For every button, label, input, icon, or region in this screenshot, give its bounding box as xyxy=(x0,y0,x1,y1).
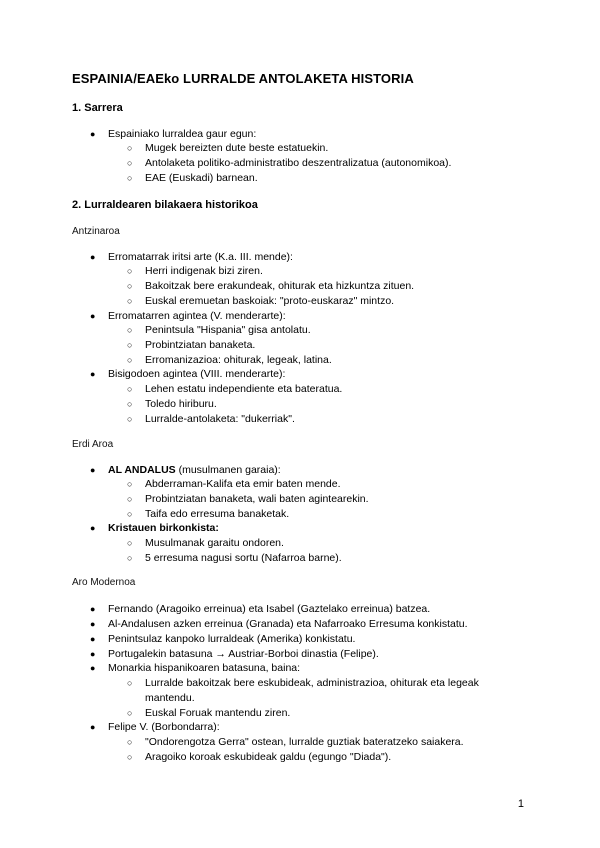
subheading-antzinaroa: Antzinaroa xyxy=(72,226,120,237)
list-subitem: Penintsula "Hispania" gisa antolatu. xyxy=(145,324,311,336)
bullet-circle-icon: ○ xyxy=(127,414,133,424)
section-heading-sarrera: 1. Sarrera xyxy=(72,102,123,114)
list-subitem: "Ondorengotza Gerra" ostean, lurralde guztiak bateratzeko saiakera. xyxy=(145,736,464,748)
list-item: Monarkia hispanikoaren batasuna, baina: xyxy=(108,662,301,674)
document-title: ESPAINIA/EAEko LURRALDE ANTOLAKETA HISTORIA xyxy=(72,71,414,86)
bullet-disc-icon: ● xyxy=(90,649,96,659)
bullet-circle-icon: ○ xyxy=(127,399,133,409)
bullet-disc-icon: ● xyxy=(90,252,96,262)
list-subitem: Euskal Foruak mantendu ziren. xyxy=(145,707,291,719)
bullet-circle-icon: ○ xyxy=(127,296,133,306)
bullet-disc-icon: ● xyxy=(90,619,96,629)
list-subitem: Antolaketa politiko-administratibo deszentralizatua (autonomikoa). xyxy=(145,157,452,169)
bullet-circle-icon: ○ xyxy=(127,678,133,688)
list-item: Penintsulaz kanpoko lurraldeak (Amerika) konkistatu. xyxy=(108,633,356,645)
subheading-aro-modernoa: Aro Modernoa xyxy=(72,577,136,588)
list-item xyxy=(108,521,219,535)
section-heading-bilakaera: 2. Lurraldearen bilakaera historikoa xyxy=(72,199,258,211)
list-subitem: Bakoitzak bere erakundeak, ohiturak eta hizkuntza zituen. xyxy=(145,280,415,292)
bullet-disc-icon: ● xyxy=(90,604,96,614)
al-andalus-bold: AL ANDALUS xyxy=(108,464,176,476)
list-item: Erromatarren agintea (V. menderarte): xyxy=(108,310,286,322)
list-item: Felipe V. (Borbondarra): xyxy=(108,721,220,733)
list-subitem-continuation: mantendu. xyxy=(145,692,195,704)
list-item: Fernando (Aragoiko erreinua) eta Isabel (Gaztelako erreinua) batzea. xyxy=(108,603,431,615)
bullet-circle-icon: ○ xyxy=(127,737,133,747)
bullet-circle-icon: ○ xyxy=(127,752,133,762)
bullet-circle-icon: ○ xyxy=(127,158,133,168)
list-subitem: Probintziatan banaketa. xyxy=(145,339,256,351)
bullet-disc-icon: ● xyxy=(90,465,96,475)
list-subitem: 5 erresuma nagusi sortu (Nafarroa barne). xyxy=(145,552,342,564)
list-subitem: Herri indigenak bizi ziren. xyxy=(145,265,263,277)
list-subitem: EAE (Euskadi) barnean. xyxy=(145,172,258,184)
bullet-circle-icon: ○ xyxy=(127,266,133,276)
bullet-disc-icon: ● xyxy=(90,523,96,533)
bullet-circle-icon: ○ xyxy=(127,494,133,504)
bullet-circle-icon: ○ xyxy=(127,281,133,291)
list-item: Portugalekin batasuna → Austriar-Borboi dinastia (Felipe). xyxy=(108,648,379,660)
list-item: Erromatarrak iritsi arte (K.a. III. mende): xyxy=(108,251,293,263)
page-number: 1 xyxy=(517,798,524,810)
list-item: Espainiako lurraldea gaur egun: xyxy=(108,128,257,140)
list-subitem: Aragoiko koroak eskubideak galdu (egungo "Diada"). xyxy=(145,751,392,763)
bullet-disc-icon: ● xyxy=(90,369,96,379)
bullet-circle-icon: ○ xyxy=(127,325,133,335)
list-subitem: Probintziatan banaketa, wali baten agintearekin. xyxy=(145,493,369,505)
bullet-circle-icon: ○ xyxy=(127,355,133,365)
al-andalus-rest: (musulmanen garaia): xyxy=(175,464,281,476)
subheading-erdi-aroa: Erdi Aroa xyxy=(72,439,114,450)
bullet-circle-icon: ○ xyxy=(127,173,133,183)
list-item xyxy=(108,463,281,477)
birkonkista-bold: Kristauen birkonkista: xyxy=(108,522,219,534)
bullet-circle-icon: ○ xyxy=(127,538,133,548)
bullet-circle-icon: ○ xyxy=(127,340,133,350)
bullet-circle-icon: ○ xyxy=(127,479,133,489)
list-subitem: Abderraman-Kalifa eta emir baten mende. xyxy=(145,478,341,490)
list-subitem: Mugek bereizten dute beste estatuekin. xyxy=(145,142,329,154)
list-subitem: Musulmanak garaitu ondoren. xyxy=(145,537,284,549)
bullet-circle-icon: ○ xyxy=(127,384,133,394)
list-subitem: Toledo hiriburu. xyxy=(145,398,217,410)
list-subitem: Taifa edo erresuma banaketak. xyxy=(145,508,290,520)
bullet-circle-icon: ○ xyxy=(127,509,133,519)
bullet-disc-icon: ● xyxy=(90,311,96,321)
list-subitem: Lurralde-antolaketa: "dukerriak". xyxy=(145,413,295,425)
list-subitem: Erromanizazioa: ohiturak, legeak, latina. xyxy=(145,354,332,366)
bullet-circle-icon: ○ xyxy=(127,553,133,563)
bullet-circle-icon: ○ xyxy=(127,708,133,718)
bullet-disc-icon: ● xyxy=(90,634,96,644)
bullet-disc-icon: ● xyxy=(90,722,96,732)
list-item: Bisigodoen agintea (VIII. menderarte): xyxy=(108,368,286,380)
list-subitem: Euskal eremuetan baskoiak: "proto-euskaraz" mintzo. xyxy=(145,295,395,307)
list-subitem: Lehen estatu independiente eta bateratua. xyxy=(145,383,343,395)
bullet-disc-icon: ● xyxy=(90,129,96,139)
bullet-circle-icon: ○ xyxy=(127,143,133,153)
bullet-disc-icon: ● xyxy=(90,663,96,673)
list-subitem: Lurralde bakoitzak bere eskubideak, administrazioa, ohiturak eta legeak xyxy=(145,677,479,689)
list-item: Al-Andalusen azken erreinua (Granada) eta Nafarroako Erresuma konkistatu. xyxy=(108,618,468,630)
